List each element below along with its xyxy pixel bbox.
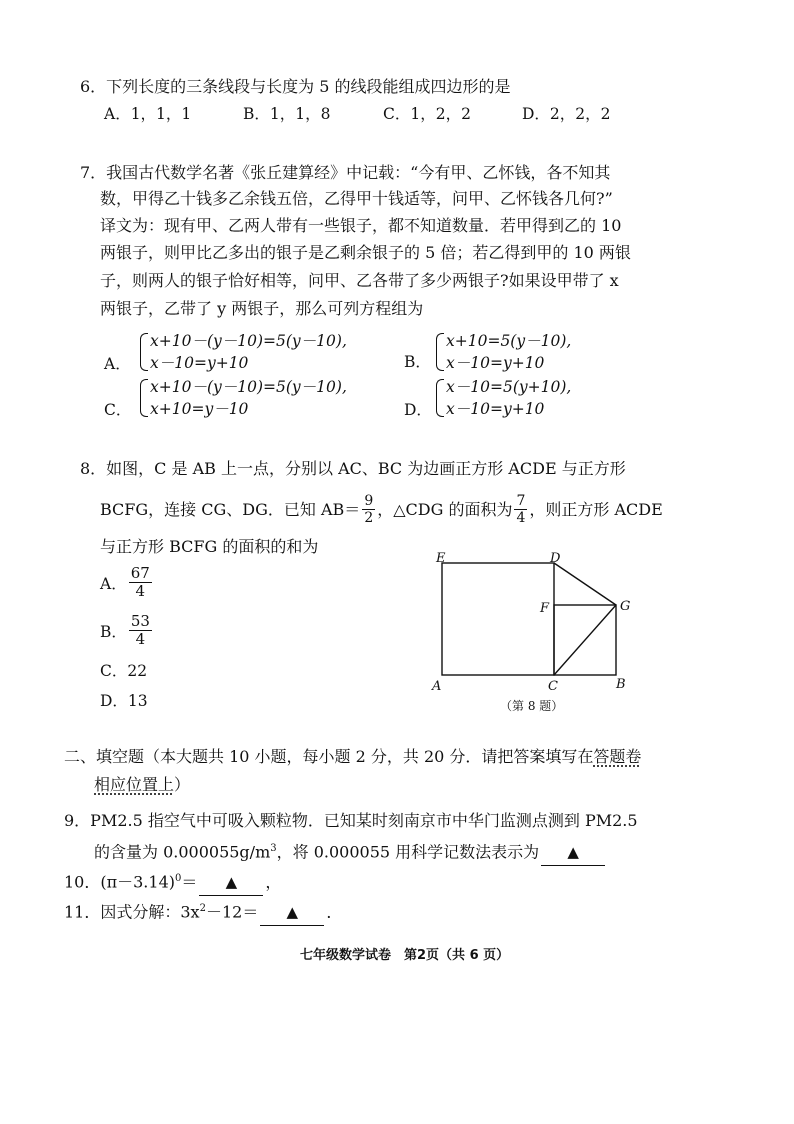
q11-answer-blank[interactable]: ▲ — [260, 899, 324, 926]
q11 — [64, 896, 342, 926]
label-d: D — [550, 551, 561, 566]
q7-line-1: 7．我国古代数学名著《张丘建算经》中记载：“今有甲、乙怀钱，各不知其 — [80, 163, 611, 182]
label-a: A — [432, 679, 442, 694]
q8-option-d: D．13 — [100, 692, 148, 710]
section-2-heading — [64, 744, 641, 770]
q8-option-b — [100, 614, 154, 647]
section-2-heading-emphasis: 答题卷 — [593, 747, 642, 766]
square-acde — [442, 563, 554, 675]
figure-caption: （第 8 题） — [500, 699, 564, 713]
q9-line-2 — [94, 836, 607, 866]
q6-option-c: C．1，2，2 — [383, 105, 471, 123]
q7-option-a-label: A． — [104, 355, 131, 373]
q7-option-d-system — [436, 376, 571, 420]
q10-equals: ＝ — [181, 872, 198, 892]
q11-expression: 11．因式分解：3x — [64, 902, 200, 922]
q6-option-d: D．2，2，2 — [522, 105, 611, 123]
q9-line-2b: ，将 0.000055 用科学记数法表示为 — [276, 842, 540, 862]
section-2-heading-close: ） — [174, 775, 191, 794]
q7-option-b-system — [436, 330, 571, 374]
label-f: F — [540, 601, 550, 616]
q10 — [64, 866, 281, 896]
q9-line-2a: 的含量为 0.000055g/m — [94, 842, 271, 862]
q7-option-d-eq1: x－10=5(y+10), — [446, 378, 572, 396]
q7-option-b-label: B． — [404, 353, 431, 371]
q7-line-5: 子，则两人的银子恰好相等，问甲、乙各带了多少两银子?如果设甲带了 x — [100, 271, 619, 290]
q7-option-a-system — [140, 330, 347, 374]
label-g: G — [620, 599, 631, 614]
q9-answer-blank[interactable]: ▲ — [541, 839, 605, 866]
q10-answer-blank[interactable]: ▲ — [199, 869, 263, 896]
segment-dg — [554, 563, 616, 605]
q11-tail: ． — [326, 902, 343, 922]
q10-expression: 10．(π－3.14) — [64, 872, 175, 892]
q8-option-a-num: 67 — [130, 564, 150, 582]
q7-option-d-eq2: x－10=y+10 — [446, 400, 545, 418]
q10-exponent: 0 — [175, 873, 182, 884]
q7-line-4: 两银子，则甲比乙多出的银子是乙剩余银子的 5 倍；若乙得到甲的 10 两银 — [100, 243, 631, 262]
q8-option-a-label: A． — [100, 574, 127, 593]
q10-tail: ， — [265, 872, 282, 892]
q7-option-a-eq1: x+10－(y－10)=5(y－10), — [150, 332, 347, 350]
q7-option-b-eq2: x－10=y+10 — [446, 354, 545, 372]
label-b: B — [616, 677, 626, 692]
q7-option-c-eq1: x+10－(y－10)=5(y－10), — [150, 378, 347, 396]
q8-option-b-label: B． — [100, 622, 127, 641]
q8-ab-den: 2 — [364, 510, 374, 526]
q8-option-a-den: 4 — [135, 582, 146, 600]
q7-option-b-eq1: x+10=5(y－10), — [446, 332, 572, 350]
q7-option-d-label: D． — [404, 401, 432, 419]
label-c: C — [548, 679, 558, 694]
q8-option-b-num: 53 — [130, 612, 150, 630]
q7-line-2: 数，甲得乙十钱多乙余钱五倍，乙得甲十钱适等，问甲、乙怀钱各几何?” — [100, 189, 613, 208]
q9-line-1: 9．PM2.5 指空气中可吸入颗粒物．已知某时刻南京市中华门监测点测到 PM2.5 — [64, 811, 638, 830]
label-e: E — [436, 551, 446, 566]
q8-line-1: 8．如图，C 是 AB 上一点，分别以 AC、BC 为边画正方形 ACDE 与正方形 — [80, 459, 626, 478]
q8-area-den: 4 — [516, 510, 526, 526]
q8-option-b-den: 4 — [135, 630, 146, 648]
section-2-heading-text: 二、填空题（本大题共 10 小题，每小题 2 分，共 20 分．请把答案填写在 — [64, 747, 594, 766]
q6-text: 6．下列长度的三条线段与长度为 5 的线段能组成四边形的是 — [80, 77, 511, 96]
q9-unit-exponent: 3 — [270, 843, 277, 854]
q7-option-c-label: C． — [104, 401, 132, 419]
q8-ab-fraction — [362, 494, 375, 525]
q8-area-num: 7 — [516, 493, 526, 509]
segment-cg — [554, 605, 616, 675]
q11-equals: －12＝ — [205, 902, 259, 922]
section-2-heading-emphasis-2: 相应位置上 — [94, 775, 175, 794]
q8-option-b-fraction — [129, 614, 152, 647]
q6-option-b: B．1，1，8 — [243, 105, 331, 123]
q8-ab-num: 9 — [364, 493, 374, 509]
q8-option-c: C．22 — [100, 662, 148, 680]
q8-area-fraction — [514, 494, 527, 525]
q7-option-c-system — [140, 376, 347, 420]
q8-line-2 — [100, 494, 663, 525]
q8-line-3: 与正方形 BCFG 的面积的和为 — [100, 537, 319, 556]
q8-line-2a: BCFG，连接 CG、DG．已知 AB＝ — [100, 499, 361, 519]
q7-line-3: 译文为：现有甲、乙两人带有一些银子，都不知道数量．若甲得到乙的 10 — [100, 216, 622, 235]
q6-option-a: A．1，1，1 — [104, 105, 192, 123]
q8-option-a — [100, 566, 154, 599]
q8-line-2b: ，△CDG 的面积为 — [377, 499, 513, 519]
q7-option-a-eq2: x－10=y+10 — [150, 354, 249, 372]
q11-exponent: 2 — [199, 903, 206, 914]
q8-figure — [420, 548, 650, 718]
section-2-heading-line-2 — [94, 772, 190, 798]
q8-line-2c: ，则正方形 ACDE — [529, 499, 663, 519]
page-footer: 七年级数学试卷 第2页（共 6 页） — [300, 948, 510, 963]
q8-option-a-fraction — [129, 566, 152, 599]
q7-line-6: 两银子，乙带了 y 两银子，那么可列方程组为 — [100, 299, 424, 318]
q7-option-c-eq2: x+10=y－10 — [150, 400, 249, 418]
